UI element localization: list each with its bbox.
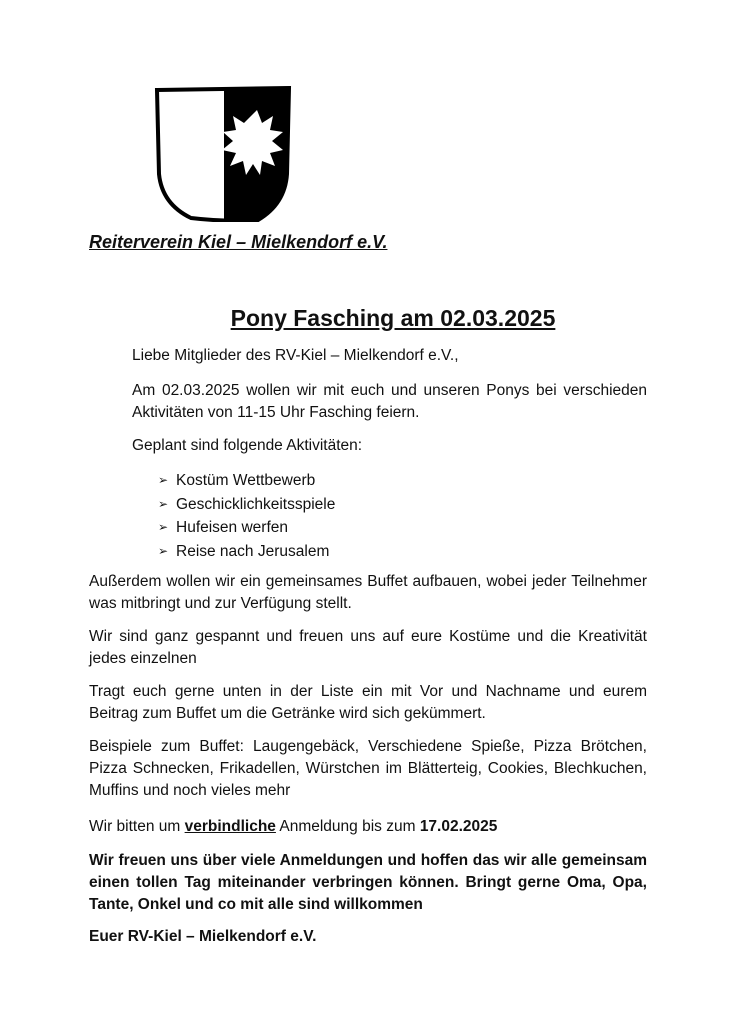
planned-heading: Geplant sind folgende Aktivitäten: <box>132 437 363 454</box>
page-title: Pony Fasching am 02.03.2025 <box>230 305 556 331</box>
registration-deadline: 17.02.2025 <box>419 818 498 835</box>
list-item: ➢ Kostüm Wettbewerb <box>158 469 335 493</box>
arrow-bullet-icon: ➢ <box>158 520 169 534</box>
list-paragraph: Tragt euch gerne unten in der Liste ein mit Vor und Nachname und eurem Beitrag zum Buffet um die Getränke wird sich gekümmert. <box>89 683 647 722</box>
arrow-bullet-icon: ➢ <box>158 543 169 558</box>
examples-paragraph: Beispiele zum Buffet: Laugengebäck, Verschiedene Spieße, Pizza Brötchen, Pizza Schnecken, Frikadellen, Würstchen im Blätterteig, Cookies, Blechkuchen, Muffins und noch vieles mehr <box>89 738 647 799</box>
activity-list <box>158 469 335 563</box>
closing-paragraph: Wir freuen uns über viele Anmeldungen und hoffen das wir alle gemeinsam einen tollen Tag miteinander verbringen können. Bringt gerne Oma, Opa, Tante, Onkel und co mit alle sind willkommen <box>89 852 647 913</box>
intro-paragraph: Am 02.03.2025 wollen wir mit euch und unseren Ponys bei verschieden Aktivitäten von 11-15 Uhr Fasching feiern. <box>132 382 647 421</box>
registration-line: Wir bitten um verbindliche Anmeldung bis zum 17.02.2025 <box>89 818 498 835</box>
binding-emphasis: verbindliche <box>184 818 276 835</box>
buffet-paragraph: Außerdem wollen wir ein gemeinsames Buffet aufbauen, wobei jeder Teilnehmer was mitbringt und zur Verfügung stellt. <box>89 573 647 612</box>
costume-paragraph: Wir sind ganz gespannt und freuen uns auf eure Kostüme und die Kreativität jedes einzelnen <box>89 628 647 667</box>
arrow-bullet-icon: ➢ <box>158 496 169 511</box>
arrow-bullet-icon: ➢ <box>158 473 169 487</box>
list-item: ➢ Reise nach Jerusalem <box>158 540 335 564</box>
club-name-heading: Reiterverein Kiel – Mielkendorf e.V. <box>89 232 388 252</box>
signature: Euer RV-Kiel – Mielkendorf e.V. <box>89 928 317 945</box>
club-crest-logo <box>154 86 292 222</box>
greeting: Liebe Mitglieder des RV-Kiel – Mielkendorf e.V., <box>132 347 459 364</box>
list-item: ➢ Hufeisen werfen <box>158 516 335 540</box>
list-item: ➢ Geschicklichkeitsspiele <box>158 493 335 517</box>
